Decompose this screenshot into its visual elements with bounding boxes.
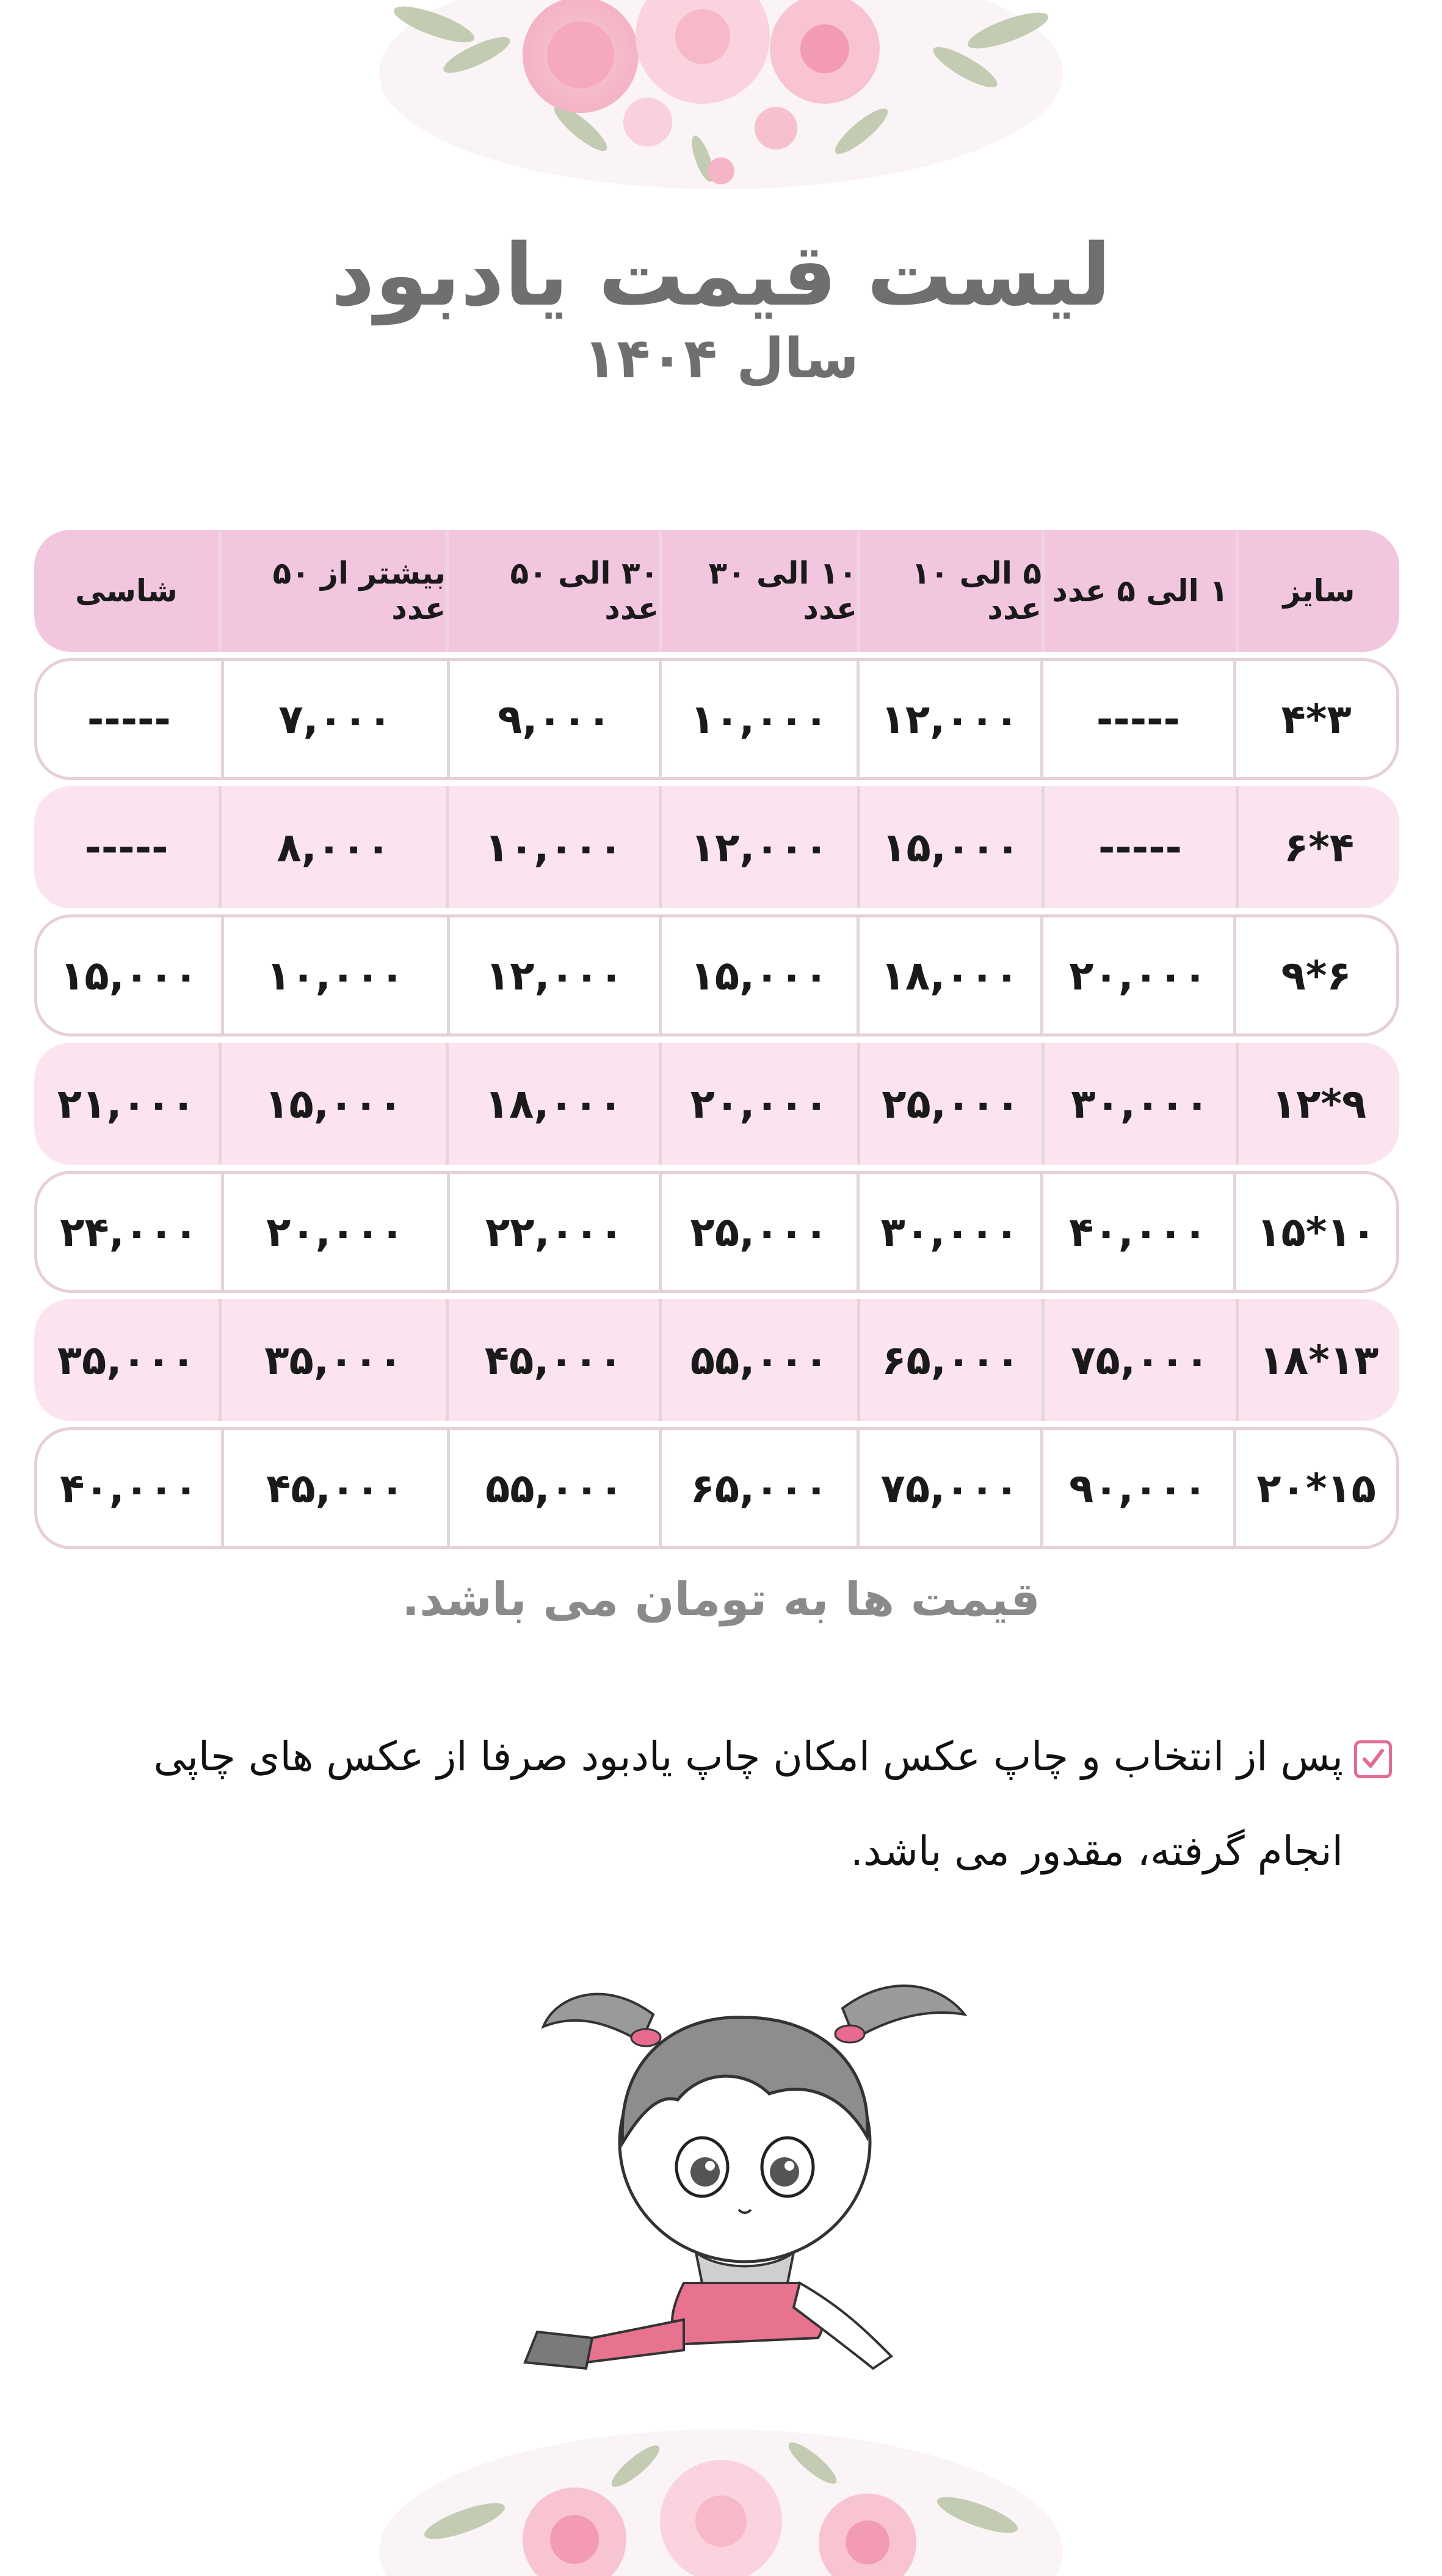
table-cell: ۱۸,۰۰۰ [857,917,1040,1033]
table-cell: ۱۳*۱۸ [1236,1299,1399,1421]
checkbox-checked-icon [1354,1740,1392,1778]
table-cell: ۷۵,۰۰۰ [857,1430,1040,1546]
table-cell: ۲۰,۰۰۰ [1040,917,1234,1033]
table-cell: ۲۵,۰۰۰ [857,1043,1042,1165]
table-cell: ۳۰,۰۰۰ [1042,1043,1236,1165]
table-cell: ۱۰,۰۰۰ [659,661,857,777]
table-header-cell: ۱ الی ۵ عدد [1042,530,1236,652]
table-cell: ۱۵,۰۰۰ [659,917,857,1033]
table-row [34,1427,1399,1549]
table-cell: ۱۰,۰۰۰ [221,917,447,1033]
table-cell: ۳۵,۰۰۰ [219,1299,446,1421]
table-cell: ۴۰,۰۰۰ [1040,1174,1234,1290]
page-title: لیست قیمت یادبود [331,226,1111,325]
disclaimer-line-1 [43,1709,1392,1804]
table-cell: ۲۰,۰۰۰ [221,1174,447,1290]
table-cell: ۵۵,۰۰۰ [447,1430,659,1546]
disclaimer-text-1: پس از انتخاب و چاپ عکس امکان چاپ یادبود صرفا از عکس های چاپی [153,1733,1343,1780]
table-cell: ۹*۱۲ [1236,1043,1399,1165]
table-cell: ۴۵,۰۰۰ [221,1430,447,1546]
table-cell: ۲۲,۰۰۰ [447,1174,659,1290]
table-cell: ----- [84,823,168,871]
table-cell: ۶۵,۰۰۰ [659,1430,857,1546]
table-cell: ۴۰,۰۰۰ [60,1464,198,1512]
table-cell: ۵۵,۰۰۰ [659,1299,857,1421]
table-cell: ۳۵,۰۰۰ [57,1336,196,1384]
table-cell: ۱۰,۰۰۰ [446,786,659,908]
table-cell: ----- [87,695,171,743]
table-cell: ۲۰,۰۰۰ [659,1043,857,1165]
cartoon-girl-illustration [501,1941,989,2381]
disclaimer [43,1709,1392,1898]
table-header-cell: بیشتر از ۵۰ عدد [219,530,446,652]
table-header-cell: ۵ الی ۱۰ عدد [857,530,1042,652]
table-cell: ۴۵,۰۰۰ [446,1299,659,1421]
table-row [34,786,1399,908]
table-row [34,1043,1399,1165]
table-cell: ۱۵*۲۰ [1233,1430,1396,1546]
table-cell: ۱۲,۰۰۰ [447,917,659,1033]
table-cell: ۳*۴ [1233,661,1396,777]
table-header-row [34,530,1399,652]
disclaimer-text-2: انجام گرفته، مقدور می باشد. [850,1828,1343,1875]
page-subtitle: سال ۱۴۰۴ [583,327,859,391]
table-cell: ۱۲,۰۰۰ [659,786,857,908]
table-cell: ۲۴,۰۰۰ [60,1208,198,1256]
currency-note: قیمت ها به تومان می باشد. [402,1572,1040,1626]
table-row [34,658,1399,780]
table-cell: ۶۵,۰۰۰ [857,1299,1042,1421]
table-header-cell: شاسی [75,573,178,609]
table-header-cell: سایز [1236,530,1399,652]
table-cell: ۱۵,۰۰۰ [857,786,1042,908]
table-row [34,1299,1399,1421]
table-row [34,914,1399,1037]
table-cell: ۷,۰۰۰ [221,661,447,777]
table-cell: ۱۵,۰۰۰ [219,1043,446,1165]
table-cell: ۲۱,۰۰۰ [57,1080,196,1127]
table-cell: ۲۵,۰۰۰ [659,1174,857,1290]
price-table [34,530,1399,1555]
table-cell: ۱۵,۰۰۰ [60,952,198,999]
table-cell: ----- [1042,786,1236,908]
disclaimer-line-2 [43,1804,1392,1898]
table-cell: ۳۰,۰۰۰ [857,1174,1040,1290]
table-cell: ۶*۹ [1233,917,1396,1033]
table-cell: ۱۸,۰۰۰ [446,1043,659,1165]
table-cell: ----- [1040,661,1234,777]
table-header-cell: ۱۰ الی ۳۰ عدد [659,530,857,652]
table-cell: ۹,۰۰۰ [447,661,659,777]
table-cell: ۹۰,۰۰۰ [1040,1430,1234,1546]
table-header-cell: ۳۰ الی ۵۰ عدد [446,530,659,652]
table-cell: ۱۰*۱۵ [1233,1174,1396,1290]
table-cell: ۸,۰۰۰ [219,786,446,908]
table-cell: ۷۵,۰۰۰ [1042,1299,1236,1421]
floral-decoration-bottom [373,2429,1069,2576]
table-row [34,1171,1399,1293]
floral-decoration-top [361,0,1081,201]
table-cell: ۱۲,۰۰۰ [857,661,1040,777]
table-cell: ۴*۶ [1236,786,1399,908]
